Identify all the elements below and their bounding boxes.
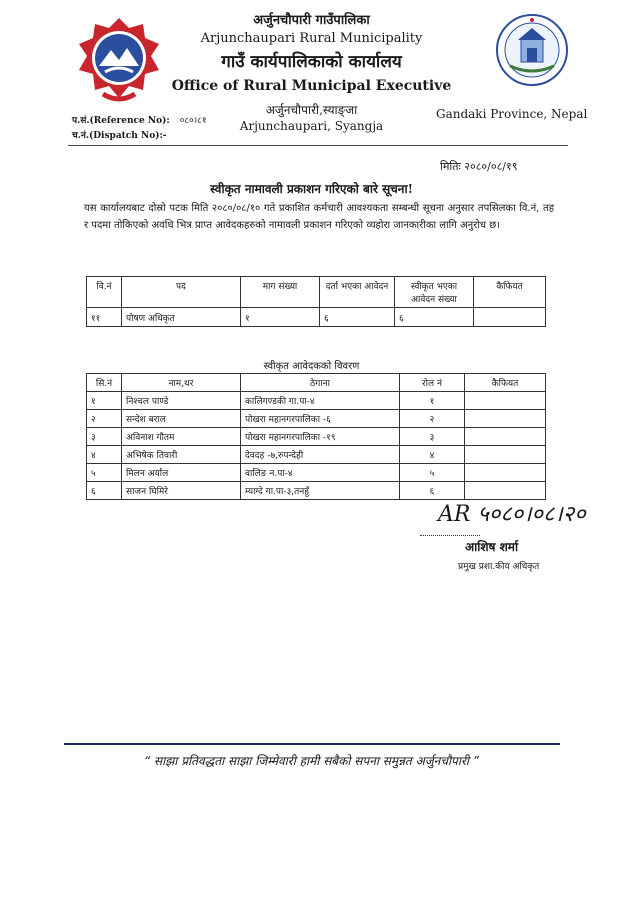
- table-row: [87, 464, 546, 482]
- table-cell: सन्देश बराल: [122, 410, 241, 428]
- signature-line: [420, 535, 480, 536]
- table-cell: [474, 308, 546, 327]
- table-cell: [465, 428, 546, 446]
- municipality-name-nepali: अर्जुनचौपारी गाउँपालिका: [253, 13, 370, 28]
- signatory-designation: प्रमुख प्रशा.कीय अधिकृत: [458, 562, 540, 572]
- table-cell: अभिषेक तिवारी: [122, 446, 241, 464]
- table-row: [87, 446, 546, 464]
- table-cell: ११: [87, 308, 122, 327]
- table-cell: वालिङ न.पा-४: [241, 464, 400, 482]
- table-cell: पोखरा महानगरपालिका -१९: [241, 428, 400, 446]
- table-cell: पोखरा महानगरपालिका -६: [241, 410, 400, 428]
- table-cell: ३: [400, 428, 465, 446]
- signatory-name: आशिष शर्मा: [465, 540, 519, 554]
- table-cell: ५: [87, 464, 122, 482]
- table-cell: [465, 392, 546, 410]
- column-header: ठेगाना: [241, 374, 400, 392]
- table-cell: म्याग्दे गा.पा-३,तनहुँ: [241, 482, 400, 500]
- address-nepali: अर्जुनचौपारी,स्याङ्जा: [265, 103, 358, 117]
- dispatch-number-label: च.नं.(Dispatch No):-: [72, 131, 167, 141]
- table-row: [87, 308, 546, 327]
- table-cell: ४: [400, 446, 465, 464]
- applicants-caption: स्वीकृत आवेदकको विवरण: [263, 361, 360, 372]
- table-row: [87, 392, 546, 410]
- column-header: स्वीकृत भएका आवेदन संख्या: [395, 277, 474, 308]
- table-cell: [465, 446, 546, 464]
- table-cell: ६: [395, 308, 474, 327]
- column-header: सि.नं: [87, 374, 122, 392]
- handwritten-signature: AR ५०८०।०८।२०: [438, 502, 586, 527]
- table-row: [87, 410, 546, 428]
- table-cell: साजन घिमिरे: [122, 482, 241, 500]
- table-cell: अविनाश गौतम: [122, 428, 241, 446]
- reference-value: ०८०।८१: [179, 116, 207, 126]
- table-cell: २: [400, 410, 465, 428]
- notice-date: मितिः २०८०/०८/१९: [440, 160, 518, 173]
- table-cell: ५: [400, 464, 465, 482]
- table-cell: [465, 410, 546, 428]
- column-header: पद: [122, 277, 241, 308]
- column-header: नाम,थर: [122, 374, 241, 392]
- table-row: [87, 428, 546, 446]
- office-name-nepali: गाउँ कार्यपालिकाको कार्यालय: [221, 52, 402, 72]
- summary-table-header-row: [87, 277, 546, 308]
- table-cell: निश्चल पाण्डे: [122, 392, 241, 410]
- applicants-table: [86, 373, 546, 500]
- footer-motto: “ साझा प्रतिवद्धता साझा जिम्मेवारी हामी सबैको सपना समुन्नत अर्जुनचौपारी ”: [143, 754, 480, 768]
- table-cell: [465, 464, 546, 482]
- column-header: वि.नं: [87, 277, 122, 308]
- table-cell: देवदह -७,रुपन्देही: [241, 446, 400, 464]
- province-label: Gandaki Province, Nepal: [436, 107, 588, 121]
- column-header: दर्ता भएका आवेदन: [320, 277, 395, 308]
- table-cell: १: [241, 308, 320, 327]
- summary-table: [86, 276, 546, 327]
- column-header: कैफियत: [474, 277, 546, 308]
- table-cell: ६: [320, 308, 395, 327]
- table-row: [87, 482, 546, 500]
- table-cell: ४: [87, 446, 122, 464]
- table-cell: मिलन अर्याल: [122, 464, 241, 482]
- reference-number: [72, 113, 207, 126]
- table-cell: ३: [87, 428, 122, 446]
- table-cell: ६: [87, 482, 122, 500]
- table-cell: ६: [400, 482, 465, 500]
- municipality-name-english: Arjunchaupari Rural Municipality: [200, 31, 423, 46]
- table-cell: पोषण अधिकृत: [122, 308, 241, 327]
- header-divider: [68, 145, 568, 146]
- column-header: माग संख्या: [241, 277, 320, 308]
- table-cell: [465, 482, 546, 500]
- table-cell: १: [87, 392, 122, 410]
- notice-body: यस कार्यालयबाट दोस्रो पटक मिति २०८०/०८/१० गते प्रकाशित कर्मचारी आवश्यकता सम्बन्धी सूचना अनुसार तपसिलका वि.नं, तह र पदमा तोकिएको अवधि भित्र प्राप्त आवेदकहरुको नामावली प्रकाशन गरिएको व्यहोरा जानकारीका लागि अनुरोध छ।: [84, 203, 554, 231]
- reference-label: प.सं.(Reference No):: [72, 116, 170, 126]
- column-header: कैफियत: [465, 374, 546, 392]
- notice-title: स्वीकृत नामावली प्रकाशन गरिएको बारे सूचना!: [210, 182, 413, 196]
- table-cell: २: [87, 410, 122, 428]
- column-header: रोल नं: [400, 374, 465, 392]
- office-name-english: Office of Rural Municipal Executive: [171, 78, 452, 94]
- table-cell: कालिगण्डकी गा.पा-४: [241, 392, 400, 410]
- table-cell: १: [400, 392, 465, 410]
- address-english: Arjunchaupari, Syangja: [239, 119, 384, 133]
- footer-divider: [64, 743, 560, 745]
- applicants-table-header-row: [87, 374, 546, 392]
